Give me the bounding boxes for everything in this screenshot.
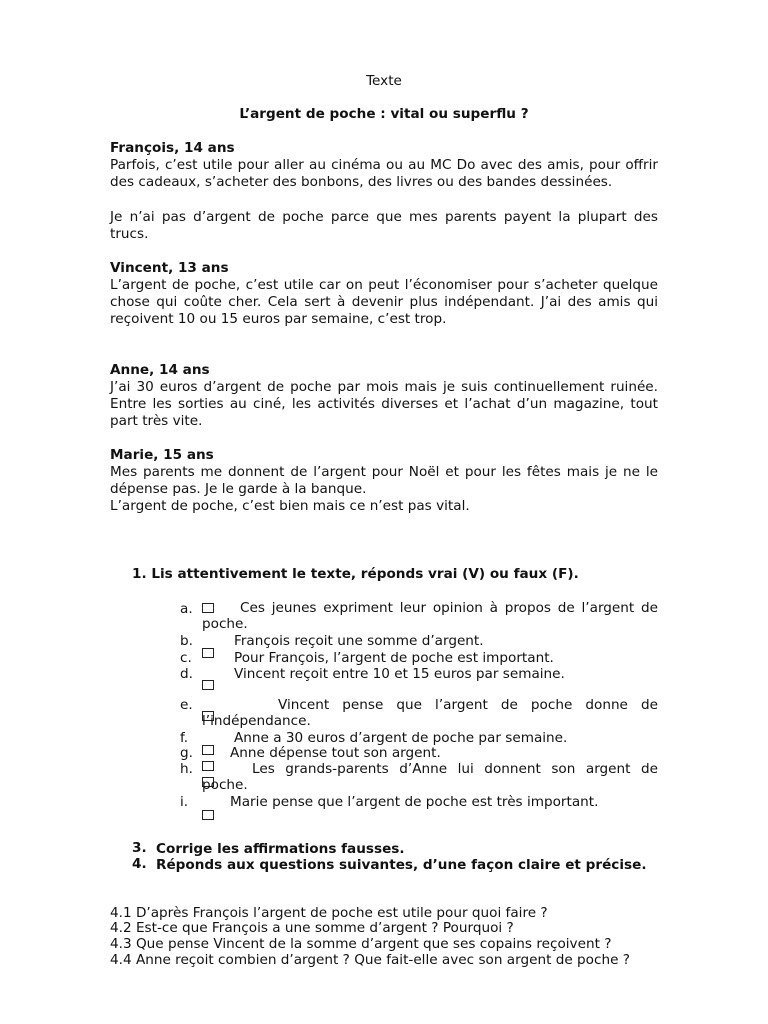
testimony-text-marie-2: L’argent de poche, c’est bien mais ce n’est pas vital. — [110, 498, 470, 514]
item-letter: d. — [180, 666, 193, 682]
item-text: Vincent reçoit entre 10 et 15 euros par semaine. — [234, 666, 565, 682]
item-text: Les grands-parents d’Anne lui donnent son argent de poche. — [202, 761, 658, 793]
sub-question: 4.4 Anne reçoit combien d’argent ? Que fait-elle avec son argent de poche ? — [110, 952, 630, 968]
testimony-name-francois: François, 14 ans — [110, 140, 235, 156]
testimony-name-anne: Anne, 14 ans — [110, 362, 210, 378]
item-text: Marie pense que l’argent de poche est très important. — [230, 794, 599, 810]
item-letter: c. — [180, 650, 192, 666]
sub-question: 4.2 Est-ce que François a une somme d’argent ? Pourquoi ? — [110, 920, 514, 936]
item-letter: i. — [180, 794, 189, 810]
item-letter: g. — [180, 745, 193, 761]
testimony-name-vincent: Vincent, 13 ans — [110, 260, 229, 276]
item-letter: b. — [180, 633, 193, 649]
item-text: François reçoit une somme d’argent. — [234, 633, 484, 649]
testimony-text-vincent: L’argent de poche, c’est utile car on peut l’économiser pour s’acheter quelque chose qui coûte cher. Cela sert à devenir plus indépendant. J’ai des amis qui reçoivent 10 ou 15 euros par semaine, c’est trop. — [110, 277, 658, 327]
answer-checkbox[interactable] — [202, 810, 214, 820]
question-3-number: 3. — [132, 840, 147, 856]
item-text: Anne dépense tout son argent. — [230, 745, 441, 761]
sub-question: 4.3 Que pense Vincent de la somme d’argent que ses copains reçoivent ? — [110, 936, 612, 952]
item-text: Vincent pense que l’argent de poche donne de l’indépendance. — [202, 697, 658, 729]
testimony-text-francois: Parfois, c’est utile pour aller au cinéma ou au MC Do avec des amis, pour offrir des cadeaux, s’acheter des bonbons, des livres ou des bandes dessinées. — [110, 157, 658, 190]
testimony-name-marie: Marie, 15 ans — [110, 447, 214, 463]
section-label: Texte — [366, 73, 402, 89]
item-letter: a. — [180, 601, 193, 617]
question-1-label: 1. Lis attentivement le texte, réponds vrai (V) ou faux (F). — [132, 566, 579, 582]
item-letter: f. — [180, 730, 189, 746]
testimony-text-anne: J’ai 30 euros d’argent de poche par mois mais je suis continuellement ruinée. Entre les sorties au ciné, les activités diverses et l’achat d’un magazine, tout part très vite. — [110, 379, 658, 429]
page-title: L’argent de poche : vital ou superflu ? — [239, 106, 529, 122]
sub-question: 4.1 D’après François l’argent de poche est utile pour quoi faire ? — [110, 905, 548, 921]
question-4-text: Réponds aux questions suivantes, d’une façon claire et précise. — [156, 857, 647, 873]
item-letter: h. — [180, 761, 193, 777]
item-text: Ces jeunes expriment leur opinion à propos de l’argent de poche. — [202, 600, 658, 632]
item-text: Pour François, l’argent de poche est important. — [234, 650, 554, 666]
question-4-number: 4. — [132, 856, 147, 872]
item-letter: e. — [180, 697, 193, 713]
item-text: Anne a 30 euros d’argent de poche par semaine. — [234, 730, 568, 746]
testimony-text-marie: Mes parents me donnent de l’argent pour Noël et pour les fêtes mais je ne le dépense pas. Je le garde à la banque. — [110, 464, 658, 497]
testimony-text-francois-2: Je n’ai pas d’argent de poche parce que mes parents payent la plupart des trucs. — [110, 209, 658, 242]
question-3-text: Corrige les affirmations fausses. — [156, 841, 405, 857]
